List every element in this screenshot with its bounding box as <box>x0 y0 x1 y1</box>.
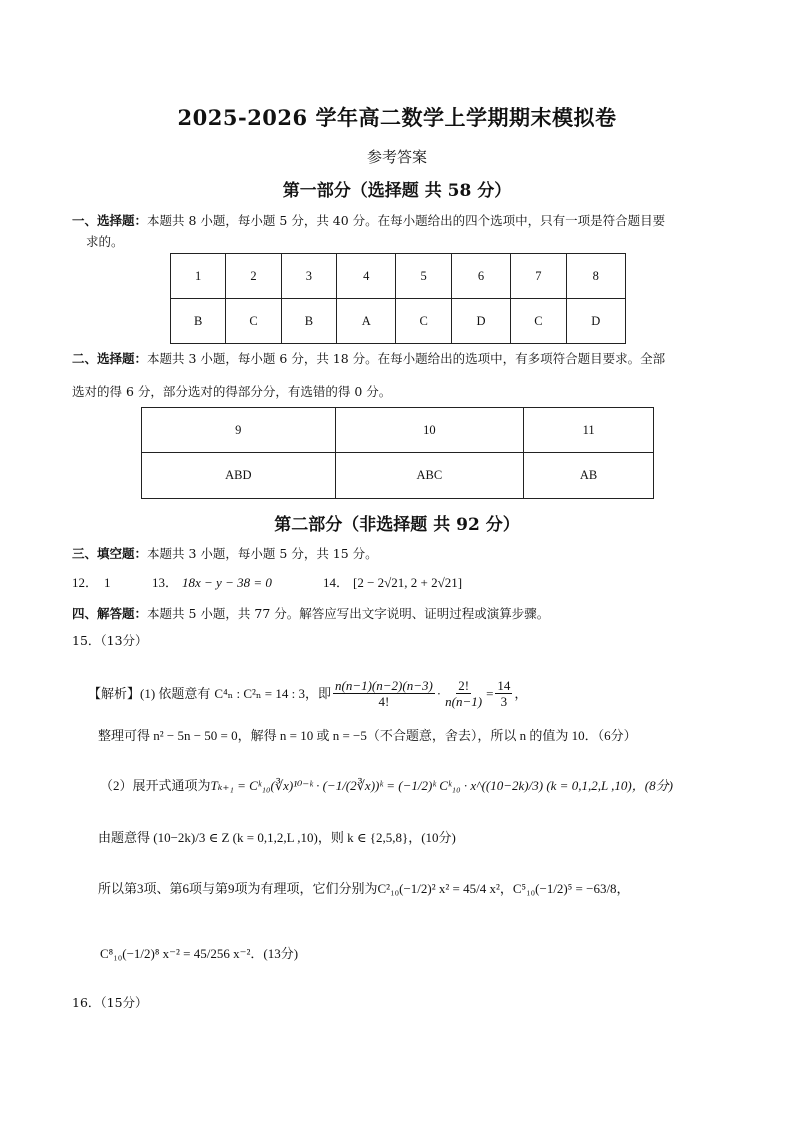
section3-text: 本题共 3 小题，每小题 5 分，共 15 分。 <box>147 546 378 561</box>
part2-title: 第二部分（非选择题 共 92 分） <box>274 515 520 535</box>
table1-q-5: 5 <box>396 254 451 299</box>
answer-12 <box>72 574 111 592</box>
table1-a-3: B <box>281 299 336 344</box>
answer-14 <box>323 574 462 592</box>
table1-q-3: 3 <box>281 254 336 299</box>
table2-q-10: 10 <box>335 408 524 453</box>
table2-q-11: 11 <box>524 408 654 453</box>
table1-a-5: C <box>396 299 451 344</box>
answer-12-number: 12． <box>72 575 99 590</box>
q15-line6: C⁸₁₀(−1/2)⁸ x⁻² = 45/256 x⁻²．(13分) <box>100 946 299 961</box>
table2-answer-row <box>142 453 654 499</box>
answer-14-value: [2 − 2√21, 2 + 2√21] <box>353 575 463 590</box>
table2-question-row <box>142 408 654 453</box>
table1-q-6: 6 <box>451 254 510 299</box>
table1-a-8: D <box>566 299 625 344</box>
table1-answer-row <box>171 299 626 344</box>
q15-fraction-1-num: n(n−1)(n−2)(n−3) <box>335 678 433 693</box>
table1-a-4: A <box>337 299 396 344</box>
table1-a-7: C <box>511 299 566 344</box>
table1-q-1: 1 <box>171 254 226 299</box>
section1-text-line2: 求的。 <box>86 234 124 249</box>
section2-text-line1: 本题共 3 小题，每小题 6 分，共 18 分。在每小题给出的选项中，有多项符合题目要求。全部 <box>147 351 666 366</box>
q15-fraction-1 <box>333 678 435 709</box>
table1-a-1: B <box>171 299 226 344</box>
answer-12-value: 1 <box>104 575 111 590</box>
q15-line2: 整理可得 n² − 5n − 50 = 0，解得 n = 10 或 n = −5（不合题意，舍去），所以 n 的值为 10．（6分） <box>98 728 637 743</box>
table2-a-10: ABC <box>335 453 524 499</box>
q15-fraction-1-den: 4! <box>378 694 390 709</box>
q15-line1-prefix: 【解析】(1) 依题意有 <box>88 685 211 701</box>
q15-line4: 由题意得 (10−2k)/3 ∈ Z (k = 0,1,2,L ,10)，则 k ∈ {2,5,8}，(10分) <box>98 830 456 845</box>
q15-line1-eq: C⁴ₙ : C²ₙ = 14 : 3，即 <box>214 685 331 701</box>
table2-a-11: AB <box>524 453 654 499</box>
section1-instruction <box>72 212 665 230</box>
section1-text-line1: 本题共 8 小题，每小题 5 分，共 40 分。在每小题给出的四个选项中，只有一项是符合题目要 <box>147 213 666 228</box>
q16-header: 16．（15分） <box>72 995 148 1010</box>
answer-13-number: 13． <box>152 575 179 590</box>
section2-instruction <box>72 350 665 368</box>
part1-title: 第一部分（选择题 共 58 分） <box>282 181 512 201</box>
section3-label: 三、填空题： <box>72 546 148 561</box>
page-subtitle: 参考答案 <box>366 148 427 166</box>
section4-text: 本题共 5 小题，共 77 分。解答应写出文字说明、证明过程或演算步骤。 <box>147 606 550 621</box>
answer-13 <box>152 574 272 592</box>
choice-answer-table-1 <box>170 253 626 344</box>
table1-question-row <box>171 254 626 299</box>
q15-line3-expr: Tₖ₊₁ = Cᵏ₁₀(∛x)¹⁰⁻ᵏ · (−1/(2∛x))ᵏ = (−1/2)ᵏ Cᵏ₁₀ · x^((10−2k)/3) (k = 0,1,2,L ,10)，(8分) <box>210 778 673 793</box>
table1-q-8: 8 <box>566 254 625 299</box>
section2-label: 二、选择题： <box>72 351 148 366</box>
table2-a-9: ABD <box>142 453 336 499</box>
choice-answer-table-2 <box>141 407 654 499</box>
section3-instruction <box>72 545 378 563</box>
q15-line5 <box>98 880 630 898</box>
page-title: 2025-2026 学年高二数学上学期期末模拟卷 <box>177 105 617 130</box>
q15-line3-prefix: （2）展开式通项为 <box>100 778 211 793</box>
q15-fraction-2-den: n(n−1) <box>445 694 483 709</box>
table1-q-2: 2 <box>226 254 281 299</box>
table1-a-6: D <box>451 299 510 344</box>
q15-line3 <box>100 777 673 795</box>
answer-14-number: 14． <box>323 575 350 590</box>
table1-q-7: 7 <box>511 254 566 299</box>
section4-label: 四、解答题： <box>72 606 148 621</box>
q15-fraction-2 <box>443 678 484 709</box>
q15-fraction-3-den: 3 <box>500 694 508 709</box>
answer-13-value: 18x − y − 38 = 0 <box>182 575 272 590</box>
table1-q-4: 4 <box>337 254 396 299</box>
q15-line5-expr: C²₁₀(−1/2)² x² = 45/4 x²，C⁵₁₀(−1/2)⁵ = −63/8， <box>377 881 630 896</box>
q15-header: 15．（13分） <box>72 633 148 648</box>
section4-instruction <box>72 605 549 623</box>
q15-fraction-3 <box>495 678 512 709</box>
q15-line1: 【解析】(1) 依题意有 C⁴ₙ : C²ₙ = 14 : 3，即 $\frac{n(n-1)(n-2)(n-3)}{4!}$ · $\frac{2!}{n(n-1)}$ = $\frac{14}{3}$ ， <box>88 678 528 709</box>
table2-q-9: 9 <box>142 408 336 453</box>
q15-fraction-3-num: 14 <box>497 678 511 693</box>
section2-text-line2: 选对的得 6 分，部分选对的得部分分，有选错的得 0 分。 <box>72 384 392 399</box>
q15-line5-prefix: 所以第3项、第6项与第9项为有理项，它们分别为 <box>98 881 378 896</box>
table1-a-2: C <box>226 299 281 344</box>
section1-label: 一、选择题： <box>72 213 148 228</box>
q15-fraction-2-num: 2! <box>458 678 470 693</box>
